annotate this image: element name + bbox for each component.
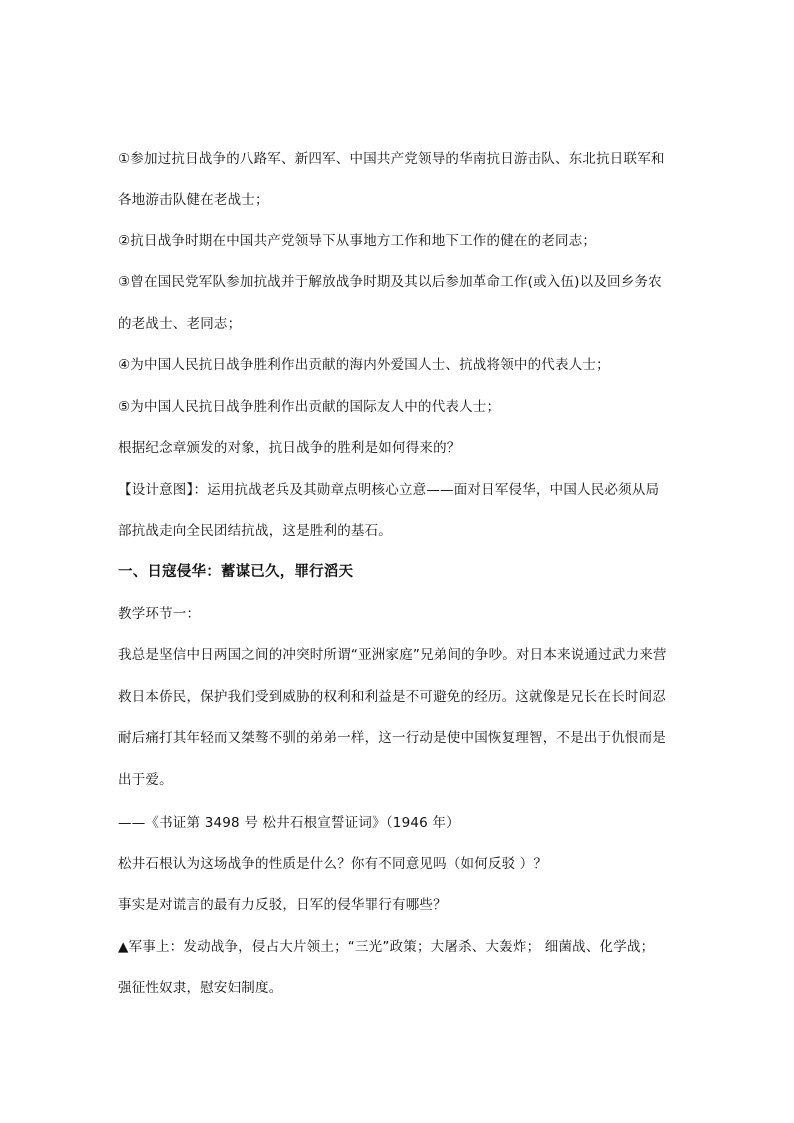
- text-line-3: ②抗日战争时期在中国共产党领导下从事地方工作和地下工作的健在的老同志；: [118, 233, 597, 249]
- quote-line-4: 出于爱。: [118, 772, 173, 788]
- quote-line-1: 我总是坚信中日两国之间的冲突时所谓“亚洲家庭”兄弟间的争吵。对日本来说通过武力来营: [118, 647, 667, 663]
- military-crimes-line-1: ▲军事上：发动战争，侵占大片领土；“三光”政策；大屠杀、大轰炸； 细菌战、化学战；: [118, 939, 655, 955]
- military-crimes-line-2: 强征性奴隶，慰安妇制度。: [118, 980, 283, 996]
- teaching-step-label: 教学环节一：: [118, 606, 201, 622]
- text-line-7: ⑤为中国人民抗日战争胜利作出贡献的国际友人中的代表人士；: [118, 399, 501, 415]
- question-line-2: 事实是对谎言的最有力反驳，日军的侵华罪行有哪些？: [118, 897, 447, 913]
- section-heading: 一、日寇侵华：蓄谋已久，罪行滔天: [118, 564, 354, 580]
- design-intent-line-2: 部抗战走向全民团结抗战，这是胜利的基石。: [118, 523, 392, 539]
- text-line-1: ①参加过抗日战争的八路军、新四军、中国共产党领导的华南抗日游击队、东北抗日联军和: [118, 151, 665, 167]
- text-line-2: 各地游击队健在老战士；: [118, 192, 269, 208]
- text-line-8: 根据纪念章颁发的对象，抗日战争的胜利是如何得来的？: [118, 440, 461, 456]
- design-intent-line-1: 【设计意图】：运用抗战老兵及其勋章点明核心立意——面对日军侵华，中国人民必须从局: [118, 482, 660, 498]
- question-line-1: 松井石根认为这场战争的性质是什么？你有不同意见吗（如何反驳 ）？: [118, 856, 548, 872]
- text-line-6: ④为中国人民抗日战争胜利作出贡献的海内外爱国人士、抗战将领中的代表人士；: [118, 357, 610, 373]
- quote-line-3: 耐后痛打其年轻而又桀骜不驯的弟弟一样，这一行动是使中国恢复理智，不是出于仇恨而是: [118, 730, 666, 746]
- text-line-4: ③曾在国民党军队参加抗战并于解放战争时期及其以后参加革命工作(或入伍)以及回乡务农: [118, 274, 662, 290]
- text-line-5: 的老战士、老同志；: [118, 316, 242, 332]
- quote-line-2: 救日本侨民，保护我们受到威胁的权利和利益是不可避免的经历。这就像是兄长在长时间忍: [118, 689, 666, 705]
- quote-source: ——《书证第 3498 号 松井石根宣誓证词》（1946 年）: [118, 815, 460, 831]
